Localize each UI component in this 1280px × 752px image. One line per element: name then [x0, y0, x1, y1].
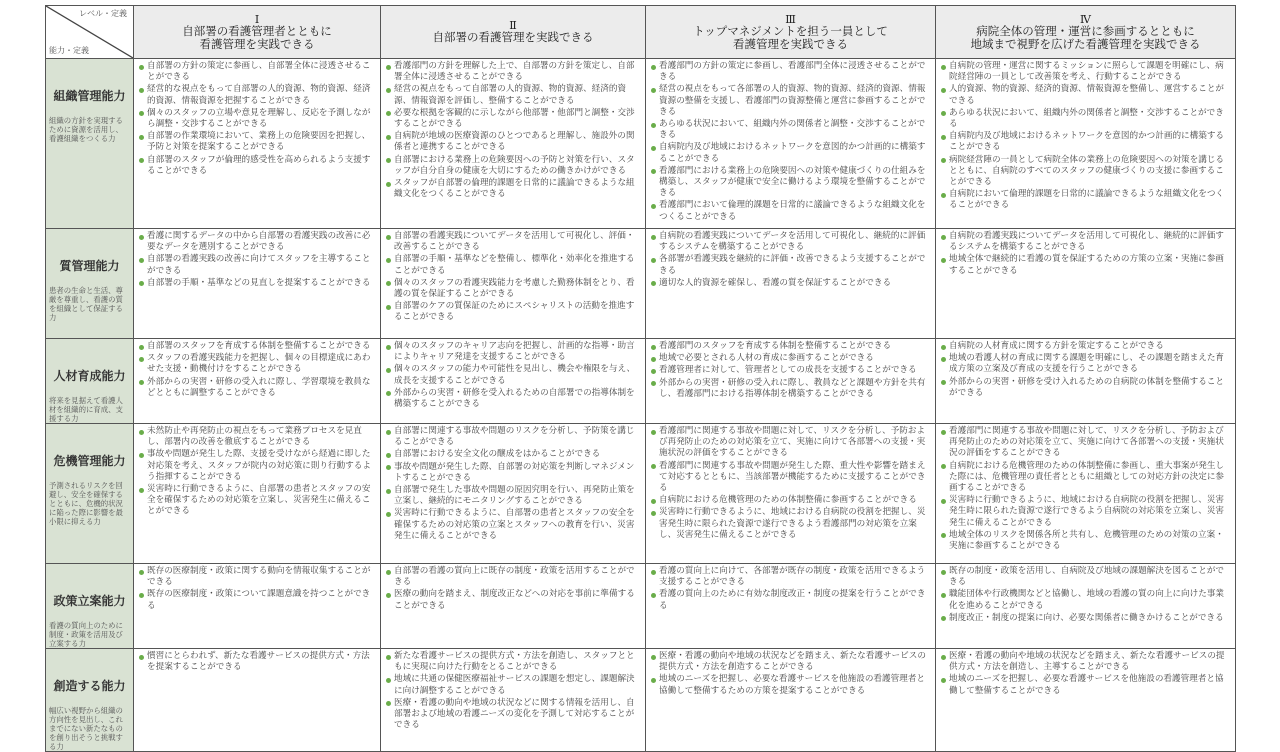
list-item: 自部署のケアの質保証のためにスペシャリストの活動を推進することができる [385, 301, 641, 323]
competency-row [46, 424, 1236, 564]
ability-definition: 看護の質向上のために制度・政策を活用及び立案する力 [49, 621, 123, 648]
level-cell-1 [134, 564, 381, 649]
list-item: 既存の医療制度・政策に関する動向を情報収集することができる [138, 566, 376, 588]
level-cell-4 [936, 59, 1236, 229]
list-item: 個々のスタッフの能力や可能性を見出し、機会や権限を与え、成長を支援することができる [385, 364, 641, 386]
bullet-list [381, 229, 645, 324]
list-item: 事故や問題が発生した際、支援を受けながら経過に即した対応策を考え、スタッフが院内の対応策に則り行動するよう指揮することができる [138, 449, 376, 483]
list-item: 未然防止や再発防止の視点をもって業務プロセスを見直し、部署内の改善を徹底することができる [138, 426, 376, 448]
list-item: 看護部門のスタッフを育成する体制を整備することができる [650, 341, 931, 352]
bullet-list [381, 564, 645, 612]
level-cell-1 [134, 339, 381, 424]
level-cell-3 [646, 424, 936, 564]
ability-label-cell [46, 59, 134, 229]
level-cell-2 [381, 564, 646, 649]
list-item: 外部からの実習・研修の受入れに際し、教員などと課題や方針を共有し、看護部門における指導体制を構築することができる [650, 378, 931, 400]
bullet-list [134, 424, 380, 518]
level-cell-4 [936, 564, 1236, 649]
corner-header [46, 6, 134, 59]
list-item: 事故や問題が発生した際、自部署の対応策を判断しマネジメントすることができる [385, 462, 641, 484]
list-item: 地域全体のリスクを関係各所と共有し、危機管理のための対策の立案・実施に参画することができる [940, 530, 1231, 552]
level-title: トップマネジメントを担う一員として 看護管理を実践できる [693, 23, 888, 51]
list-item: 既存の制度・政策を活用し、自病院及び地域の課題解決を図ることができる [940, 566, 1231, 588]
bullet-list [936, 564, 1235, 624]
list-item: 地域のニーズを把握し、必要な看護サービスを他施設の看護管理者と協働して整備することができる [940, 674, 1231, 696]
list-item: 自部署の看護実践についてデータを活用して可視化し、評価・改善することができる [385, 231, 641, 253]
ability-definition: 将来を見据えて看護人材を組織的に育成、支援する力 [49, 396, 123, 423]
list-item: 災害時に行動できるように、地域における自病院の役割を把握し、災害発生時に限られた資源で遂行できるよう看護部門の対応策を立案し、災害発生に備えることができる [650, 507, 931, 541]
list-item: 新たな看護サービスの提供方式・方法を創造し、スタッフとともに実現に向けた行動をとることができる [385, 651, 641, 673]
list-item: 看護管理者に対して、管理者としての成長を支援することができる [650, 365, 931, 376]
competency-row [46, 339, 1236, 424]
bullet-list [134, 564, 380, 612]
level-cell-4 [936, 424, 1236, 564]
list-item: あらゆる状況において、組織内外の関係者と調整・交渉することができる [650, 119, 931, 141]
ability-definition: 組織の方針を実現するために資源を活用し、看護組織をつくる力 [49, 116, 123, 143]
list-item: 人的資源、物的資源、経済的資源、情報資源を整備し、運営することができる [940, 84, 1231, 106]
level-numeral: Ⅱ [509, 19, 517, 32]
list-item: 自部署における安全文化の醸成をはかることができる [385, 449, 641, 460]
corner-level-label: レベル・定義 [79, 9, 127, 18]
competency-row [46, 59, 1236, 229]
level-cell-3 [646, 339, 936, 424]
list-item: 地域全体で継続的に看護の質を保証するための方策の立案・実施に参画することができる [940, 254, 1231, 276]
ability-label-cell [46, 649, 134, 752]
level-header-3 [646, 6, 936, 59]
list-item: 個々のスタッフのキャリア志向を把握し、計画的な指導・助言によりキャリア発達を支援することができる [385, 341, 641, 363]
level-numeral: Ⅲ [785, 12, 796, 26]
ability-name: 危機管理能力 [53, 454, 126, 468]
level-cell-1 [134, 229, 381, 339]
list-item: 自部署の看護の質向上に既存の制度・政策を活用することができる [385, 566, 641, 588]
bullet-list [646, 564, 935, 612]
competency-row [46, 564, 1236, 649]
bullet-list [134, 649, 380, 673]
level-title: 自部署の看護管理者とともに 看護管理を実践できる [182, 23, 332, 51]
list-item: 職能団体や行政機関などと協働し、地域の看護の質の向上に向けた事業化を進めることができる [940, 589, 1231, 611]
competency-table [45, 5, 1236, 752]
list-item: 外部からの実習・研修の受入れに際し、学習環境を教員などとともに調整することができる [138, 377, 376, 399]
list-item: 個々のスタッフの立場や意見を理解し、反応を予測しながら調整・交渉することができる [138, 108, 376, 130]
list-item: 災害時に行動できるように、地域における自病院の役割を把握し、災害発生時に限られた資源で遂行できるよう自病院の対応策を立案し、災害発生に備えることができる [940, 495, 1231, 529]
list-item: 慣習にとらわれず、新たな看護サービスの提供方式・方法を提案することができる [138, 651, 376, 673]
bullet-list [936, 424, 1235, 552]
list-item: 災害時に行動できるように、自部署の患者とスタッフの安全を確保するための対応策の立案とスタッフへの教育を行い、災害発生に備えることができる [385, 508, 641, 542]
list-item: 自病院内及び地域におけるネットワークを意図的かつ計画的に構築することができる [940, 131, 1231, 153]
level-cell-3 [646, 59, 936, 229]
bullet-list [381, 424, 645, 542]
bullet-list [936, 59, 1235, 212]
ability-name: 質管理能力 [59, 259, 120, 273]
list-item: 自部署の作業環境において、業務上の危険要因を把握し、予防と対策を提案することができる [138, 131, 376, 153]
competency-row [46, 649, 1236, 752]
list-item: 個々のスタッフの看護実践能力を考慮した勤務体制をとり、看護の質を保証することができる [385, 278, 641, 300]
bullet-list [381, 59, 645, 200]
ability-name: 組織管理能力 [53, 89, 126, 103]
list-item: 適切な人的資源を確保し、看護の質を保証することができる [650, 278, 931, 289]
list-item: 看護部門に関連する事故や問題に対して、リスクを分析し、予防および再発防止のための対応策を立て、実施に向けて各部署への支援・実施状況の評価をすることができる [940, 426, 1231, 460]
list-item: 自部署で発生した事故や問題の原因究明を行い、再発防止策を立案し、継続的にモニタリングすることができる [385, 485, 641, 507]
level-cell-3 [646, 649, 936, 752]
level-cell-3 [646, 229, 936, 339]
level-cell-4 [936, 339, 1236, 424]
list-item: 既存の医療制度・政策について課題意識を持つことができる [138, 589, 376, 611]
bullet-list [134, 59, 380, 177]
list-item: 自病院が地域の医療資源のひとつであると理解し、施設外の関係者と連携することができる [385, 131, 641, 153]
bullet-list [646, 424, 935, 541]
bullet-list [936, 339, 1235, 399]
list-item: 制度改正・制度の提案に向け、必要な関係者に働きかけることができる [940, 613, 1231, 624]
level-numeral: Ⅳ [1080, 12, 1091, 26]
list-item: 自病院における危機管理のための体制整備に参画することができる [650, 495, 931, 506]
list-item: 自部署に関連する事故や問題のリスクを分析し、予防策を講じることができる [385, 426, 641, 448]
ability-name: 創造する能力 [53, 679, 126, 693]
list-item: 自部署の手順・基準などの見直しを提案することができる [138, 278, 376, 289]
competency-row [46, 229, 1236, 339]
list-item: 地域に共通の保健医療福祉サービスの課題を想定し、課題解決に向け調整することができる [385, 674, 641, 696]
level-cell-1 [134, 424, 381, 564]
level-cell-2 [381, 649, 646, 752]
list-item: 看護の質向上に向けて、各部署が既存の制度・政策を活用できるよう支援することができる [650, 566, 931, 588]
list-item: 看護に関するデータの中から自部署の看護実践の改善に必要なデータを選別することができる [138, 231, 376, 253]
bullet-list [646, 339, 935, 400]
level-header-4 [936, 6, 1236, 59]
list-item: 経営的な視点をもって自部署の人的資源、物的資源、経済的資源、情報資源を把握することができる [138, 84, 376, 106]
list-item: 自部署の看護実践の改善に向けてスタッフを主導することができる [138, 254, 376, 276]
level-numeral: Ⅰ [254, 12, 260, 26]
bullet-list [134, 339, 380, 399]
list-item: 必要な根拠を客観的に示しながら他部署・他部門と調整・交渉することができる [385, 108, 641, 130]
bullet-list [134, 229, 380, 289]
list-item: 自病院において倫理的課題を日常的に議論できるような組織文化をつくることができる [940, 189, 1231, 211]
ability-label-cell [46, 424, 134, 564]
level-header-2 [381, 6, 646, 59]
level-cell-2 [381, 339, 646, 424]
corner-ability-label: 能力・定義 [49, 46, 89, 55]
bullet-list [646, 649, 935, 697]
list-item: 自病院における危機管理のための体制整備に参画し、重大事案が発生した際には、危機管理の責任者とともに組織としての対応方針の決定に参画することができる [940, 461, 1231, 495]
list-item: 自病院の看護実践についてデータを活用して可視化し、継続的に評価するシステムを構築することができる [650, 231, 931, 253]
list-item: 看護部門の方針を理解した上で、自部署の方針を策定し、自部署全体に浸透させることができる [385, 61, 641, 83]
list-item: 自病院の人材育成に関する方針を策定することができる [940, 341, 1231, 352]
ability-definition: 患者の生命と生活、尊厳を尊重し、看護の質を組織として保証する力 [49, 286, 123, 322]
list-item: 看護部門に関連する事故や問題に対して、リスクを分析し、予防および再発防止のための対応策を立て、実施に向けて各部署への支援・実施状況の評価をすることができる [650, 426, 931, 460]
list-item: 自部署のスタッフが倫理的感受性を高められるよう支援することができる [138, 155, 376, 177]
list-item: 経営の視点をもって自部署の人的資源、物的資源、経済的資源、情報資源を評価し、整備することができる [385, 84, 641, 106]
list-item: 各部署が看護実践を継続的に評価・改善できるよう支援することができる [650, 254, 931, 276]
list-item: 医療・看護の動向や地域の状況などを踏まえ、新たな看護サービスの提供方式・方法を創造することができる [650, 651, 931, 673]
list-item: 看護部門において倫理的課題を日常的に議論できるような組織文化をつくることができる [650, 200, 931, 222]
list-item: 自病院の管理・運営に関するミッションに照らして課題を明確にし、病院経営陣の一員として改善策を考え、行動することができる [940, 61, 1231, 83]
list-item: 自部署のスタッフを育成する体制を整備することができる [138, 341, 376, 352]
list-item: あらゆる状況において、組織内外の関係者と調整・交渉することができる [940, 108, 1231, 130]
list-item: スタッフが自部署の倫理的課題を日常的に議論できるような組織文化をつくることができる [385, 178, 641, 200]
list-item: 自病院の看護実践についてデータを活用して可視化し、継続的に評価するシステムを構築することができる [940, 231, 1231, 253]
list-item: 自病院内及び地域におけるネットワークを意図的かつ計画的に構築することができる [650, 142, 931, 164]
bullet-list [936, 649, 1235, 697]
list-item: 医療・看護の動向や地域の状況などに関する情報を活用し、自部署および地域の看護ニーズの変化を予測して対応することができる [385, 698, 641, 732]
list-item: 外部からの実習・研修を受入れるための自部署での指導体制を構築することができる [385, 388, 641, 410]
ability-label-cell [46, 339, 134, 424]
list-item: 看護部門に関連する事故や問題が発生した際、重大性や影響を踏まえて対応するとともに、当該部署が機能するために支援することができる [650, 461, 931, 495]
level-cell-4 [936, 229, 1236, 339]
header-row [46, 6, 1236, 59]
list-item: スタッフの看護実践能力を把握し、個々の目標達成にあわせた支援・動機付けをすることができる [138, 353, 376, 375]
bullet-list [646, 59, 935, 223]
bullet-list [646, 229, 935, 289]
list-item: 地域で必要とされる人材の育成に参画することができる [650, 353, 931, 364]
level-cell-1 [134, 59, 381, 229]
level-cell-2 [381, 59, 646, 229]
level-header-1 [134, 6, 381, 59]
table-body [46, 59, 1236, 752]
level-title: 病院全体の管理・運営に参画するとともに 地域まで視野を広げた看護管理を実践できる [970, 23, 1201, 51]
level-cell-1 [134, 649, 381, 752]
list-item: 地域のニーズを把握し、必要な看護サービスを他施設の看護管理者と協働して整備するための方策を提案することができる [650, 674, 931, 696]
list-item: 医療の動向を踏まえ、制度改正などへの対応を事前に準備することができる [385, 589, 641, 611]
list-item: 外部からの実習・研修を受け入れるための自病院の体制を整備することができる [940, 377, 1231, 399]
level-cell-4 [936, 649, 1236, 752]
level-cell-2 [381, 424, 646, 564]
bullet-list [381, 339, 645, 410]
ability-definition: 幅広い視野から組織の方向性を見出し、これまでにない新たなものを創り出そうと挑戦する力 [49, 706, 123, 751]
list-item: 看護部門の方針の策定に参画し、看護部門全体に浸透させることができる [650, 61, 931, 83]
ability-label-cell [46, 229, 134, 339]
list-item: 災害時に行動できるように、自部署の患者とスタッフの安全を確保するための対応策を立案し、災害発生に備えることができる [138, 484, 376, 518]
list-item: 地域の看護人材の育成に関する課題を明確にし、その課題を踏まえた育成方策の立案及び育成の支援を行うことができる [940, 353, 1231, 375]
list-item: 経営の視点をもって各部署の人的資源、物的資源、経済的資源、情報資源の整備を支援し、看護部門の資源整備と運営に参画することができる [650, 84, 931, 118]
ability-name: 人材育成能力 [53, 369, 126, 383]
list-item: 自部署の手順・基準などを整備し、標準化・効率化を推進することができる [385, 254, 641, 276]
level-cell-3 [646, 564, 936, 649]
list-item: 看護部門における業務上の危険要因への対策や健康づくりの仕組みを構築し、スタッフが健康で安全に働けるよう環境を整備することができる [650, 166, 931, 200]
bullet-list [936, 229, 1235, 277]
ability-name: 政策立案能力 [53, 594, 126, 608]
list-item: 自部署の方針の策定に参画し、自部署全体に浸透させることができる [138, 61, 376, 83]
ability-label-cell [46, 564, 134, 649]
ability-definition: 予測されるリスクを回避し、安全を確保するとともに、危機的状況に陥った際に影響を最小限に抑える力 [49, 481, 123, 526]
list-item: 病院経営陣の一員として病院全体の業務上の危険要因への対策を講じるとともに、自病院のすべてのスタッフの健康づくりの支援に参画することができる [940, 155, 1231, 189]
list-item: 自部署における業務上の危険要因への予防と対策を行い、スタッフが自分自身の健康を大切にするための働きかけができる [385, 155, 641, 177]
list-item: 看護の質向上のために有効な制度改正・制度の提案を行うことができる [650, 589, 931, 611]
list-item: 医療・看護の動向や地域の状況などを踏まえ、新たな看護サービスの提供方式・方法を創造し、主導することができる [940, 651, 1231, 673]
bullet-list [381, 649, 645, 731]
level-cell-2 [381, 229, 646, 339]
level-title: 自部署の看護管理を実践できる [432, 30, 594, 44]
